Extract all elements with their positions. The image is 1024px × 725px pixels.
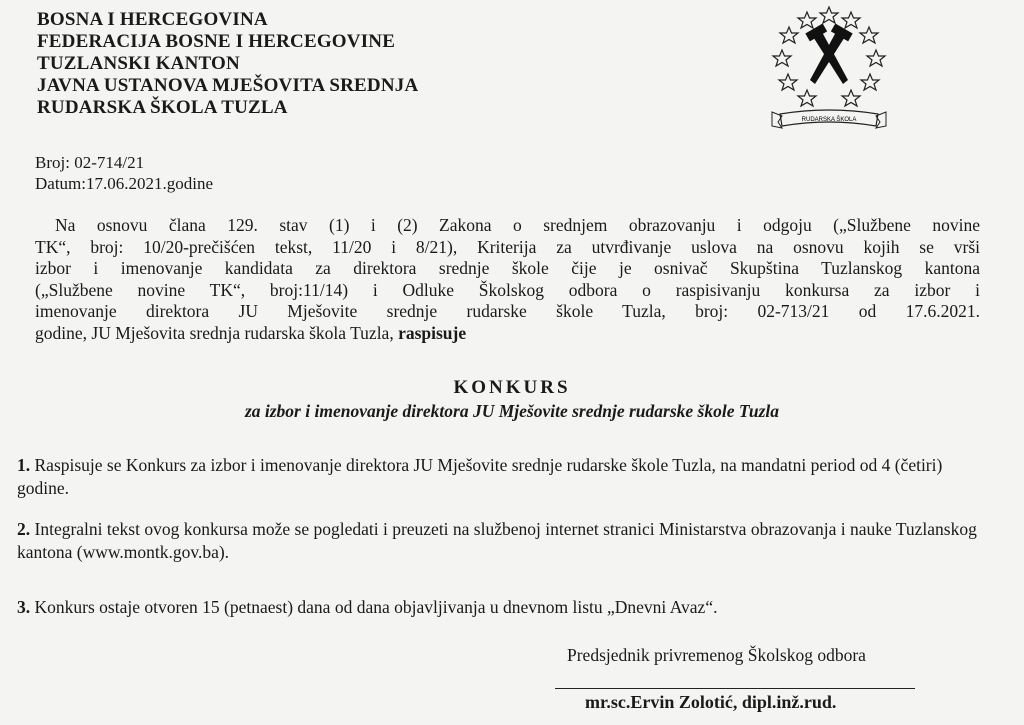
intro-line: („Službene novine TK“, broj:11/14) i Odluke Školskog odbora o raspisivanju konkursa za izbor i	[35, 279, 980, 300]
konkurs-title: KONKURS	[453, 377, 571, 398]
header-line: TUZLANSKI KANTON	[37, 53, 240, 74]
signature-line	[555, 688, 915, 689]
intro-line: godine, JU Mješovita srednja rudarska škola Tuzla,	[35, 322, 394, 343]
star-icon	[798, 90, 816, 106]
item-number: 3.	[17, 597, 31, 617]
institution-header	[37, 9, 418, 119]
emblem-banner-text: RUDARSKA ŠKOLA	[801, 117, 857, 123]
school-emblem-icon	[770, 2, 888, 134]
konkurs-subtitle: za izbor i imenovanje direktora JU Mješovite srednje rudarske škole Tuzla	[244, 401, 780, 421]
header-line: BOSNA I HERCEGOVINA	[37, 9, 268, 30]
document-number: Broj: 02-714/21	[35, 153, 145, 172]
reference-block	[35, 152, 213, 194]
intro-line: imenovanje direktora JU Mješovite srednje rudarske škole Tuzla, broj: 02-713/21 od 17.6.2021.	[35, 301, 980, 321]
item-text: Raspisuje se Konkurs za izbor i imenovanje direktora JU Mješovite srednje rudarske škole Tuzla, na mandatni period od 4 (četiri) godine.	[17, 455, 943, 498]
list-item	[17, 454, 977, 500]
star-icon	[773, 50, 791, 66]
document-date: Datum:17.06.2021.godine	[35, 174, 214, 193]
header-line: JAVNA USTANOVA MJEŠOVITA SREDNJA	[37, 75, 419, 96]
intro-line: TK“, broj: 10/20-prečišćen tekst, 11/20 i 8/21), Kriterija za utvrđivanje uslova na osnovu kojih se vrši	[35, 236, 980, 257]
header-line: RUDARSKA ŠKOLA TUZLA	[37, 97, 288, 118]
intro-line: Na osnovu člana 129. stav (1) i (2) Zakona o srednjem obrazovanju i odgoju („Službene novine	[55, 215, 980, 235]
intro-line-last	[35, 323, 980, 345]
star-icon	[820, 7, 838, 23]
star-icon	[867, 50, 885, 66]
list-item	[17, 596, 977, 619]
intro-line: izbor i imenovanje kandidata za direktora srednje škole čije je osnivač Skupština Tuzlanskog kantona	[35, 258, 980, 278]
star-icon	[798, 12, 816, 28]
intro-paragraph	[35, 215, 980, 344]
star-icon	[780, 27, 798, 43]
signatory-name: mr.sc.Ervin Zolotić, dipl.inž.rud.	[585, 692, 837, 712]
star-icon	[861, 74, 879, 90]
star-icon	[842, 90, 860, 106]
item-text: Konkurs ostaje otvoren 15 (petnaest) dana od dana objavljivanja u dnevnom listu „Dnevni Avaz“.	[34, 597, 718, 617]
star-icon	[860, 27, 878, 43]
raspisuje-label: raspisuje	[398, 322, 467, 343]
crossed-hammers-icon	[805, 24, 852, 84]
header-line: FEDERACIJA BOSNE I HERCEGOVINE	[37, 31, 396, 52]
item-number: 2.	[17, 519, 31, 539]
list-item	[17, 518, 977, 564]
star-icon	[779, 74, 797, 90]
star-icon	[842, 12, 860, 28]
item-text: Integralni tekst ovog konkursa može se pogledati i preuzeti na službenoj internet stranici Ministarstva obrazovanja i nauke Tuzlanskog kantona (www.montk.gov.ba).	[17, 519, 977, 562]
item-number: 1.	[17, 455, 31, 475]
signatory-role: Predsjednik privremenog Školskog odbora	[567, 645, 866, 665]
